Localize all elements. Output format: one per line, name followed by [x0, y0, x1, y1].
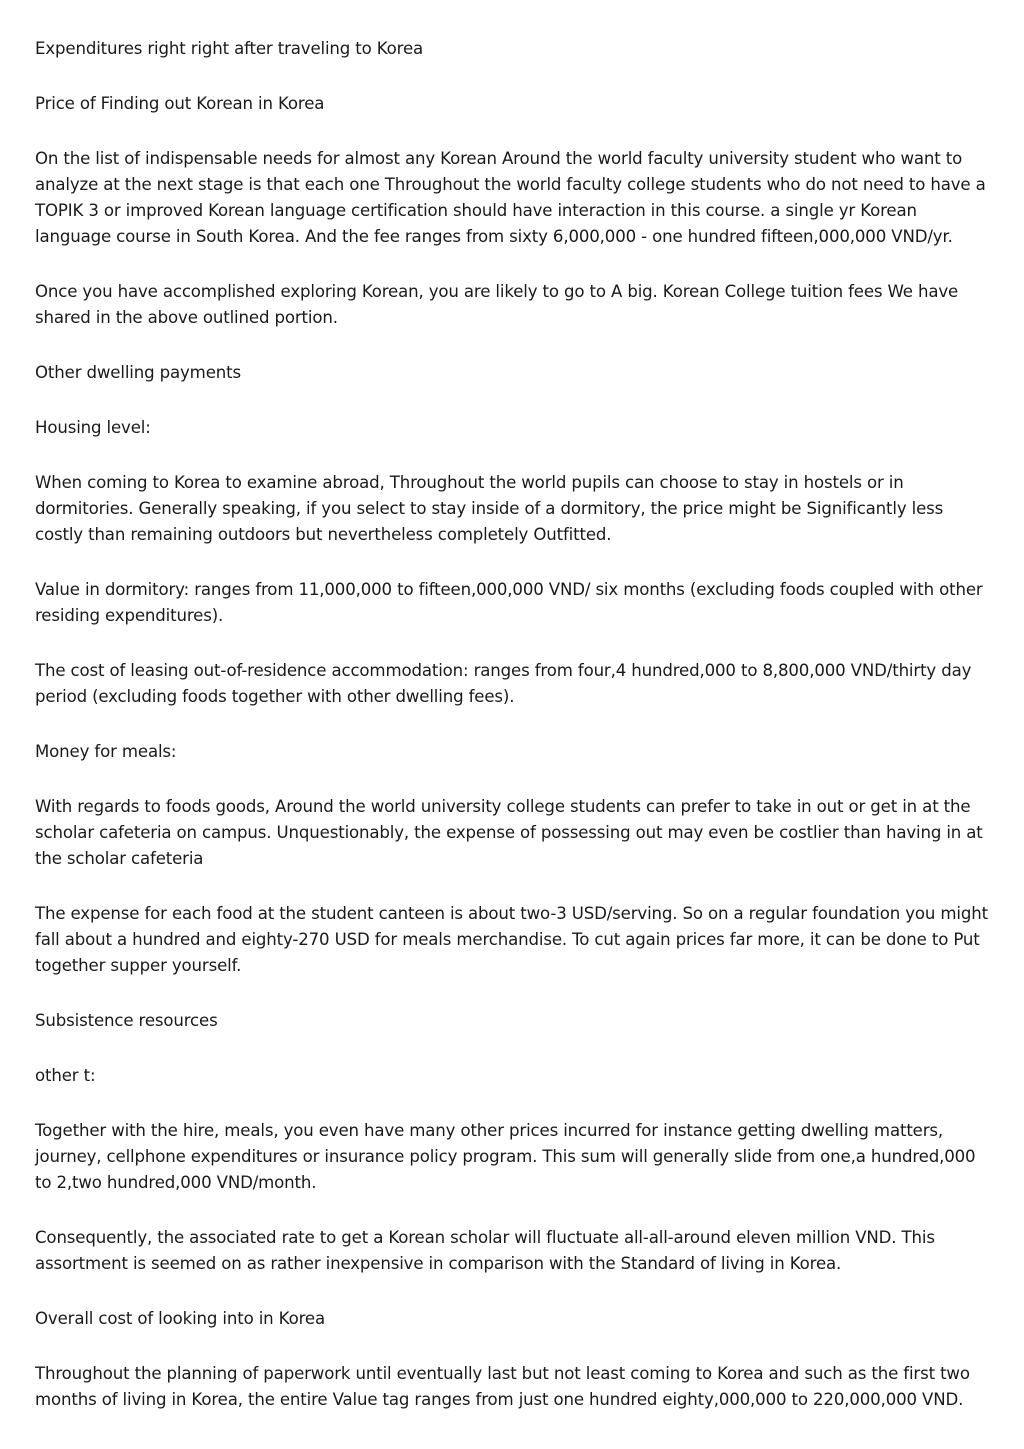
- paragraph-dormitory-cost: Value in dormitory: ranges from 11,000,000 to fifteen,000,000 VND/ six months (excluding foods coupled with other residing expenditures).: [35, 580, 983, 625]
- heading-other-payments: Other dwelling payments: [35, 363, 241, 382]
- heading-price-korean: Price of Finding out Korean in Korea: [35, 94, 325, 113]
- paragraph-leasing-cost: The cost of leasing out-of-residence accommodation: ranges from four,4 hundred,000 to 8,800,000 VND/thirty day period (excluding foods together with other dwelling fees).: [35, 661, 972, 706]
- paragraph-tuition: Once you have accomplished exploring Korean, you are likely to go to A big. Korean College tuition fees We have shared in the above outlined portion.: [35, 282, 959, 327]
- paragraph-language-course: On the list of indispensable needs for almost any Korean Around the world faculty university student who want to analyze at the next stage is that each one Throughout the world faculty college students who do not need to have a TOPIK 3 or improved Korean language certification should have interaction in this course. a single yr Korean language course in South Korea. And the fee ranges from sixty 6,000,000 - one hundred fifteen,000,000 VND/yr.: [35, 149, 986, 246]
- paragraph-other-prices: Together with the hire, meals, you even have many other prices incurred for instance getting dwelling matters, journey, cellphone expenditures or insurance policy program. This sum will generally slide from one,a hundred,000 to 2,two hundred,000 VND/month.: [35, 1121, 976, 1192]
- heading-other-t: other t:: [35, 1066, 96, 1085]
- document-body: [35, 36, 995, 1442]
- paragraph-canteen-cost: The expense for each food at the student canteen is about two-3 USD/serving. So on a regular foundation you might fall about a hundred and eighty-270 USD for meals merchandise. To cut again prices far more, it can be done to Put together supper yourself.: [35, 904, 988, 975]
- heading-subsistence: Subsistence resources: [35, 1011, 218, 1030]
- heading-overall-cost: Overall cost of looking into in Korea: [35, 1309, 325, 1328]
- paragraph-housing-options: When coming to Korea to examine abroad, Throughout the world pupils can choose to stay in hostels or in dormitories. Generally speaking, if you select to stay inside of a dormitory, the price might be Significantly less costly than remaining outdoors but nevertheless completely Outfitted.: [35, 473, 944, 544]
- paragraph-associated-rate: Consequently, the associated rate to get a Korean scholar will fluctuate all-all-around eleven million VND. This assortment is seemed on as rather inexpensive in comparison with the Standard of living in Korea.: [35, 1228, 935, 1273]
- heading-housing: Housing level:: [35, 418, 151, 437]
- heading-meals: Money for meals:: [35, 742, 177, 761]
- paragraph-total-cost: Throughout the planning of paperwork until eventually last but not least coming to Korea and such as the first two months of living in Korea, the entire Value tag ranges from just one hundred eighty,000,000 to 220,000,000 VND.: [35, 1364, 970, 1409]
- paragraph-food-options: With regards to foods goods, Around the world university college students can prefer to take in out or get in at the scholar cafeteria on campus. Unquestionably, the expense of possessing out may even be costlier than having in at the scholar cafeteria: [35, 797, 983, 868]
- heading-expenditures: Expenditures right right after traveling to Korea: [35, 39, 424, 58]
